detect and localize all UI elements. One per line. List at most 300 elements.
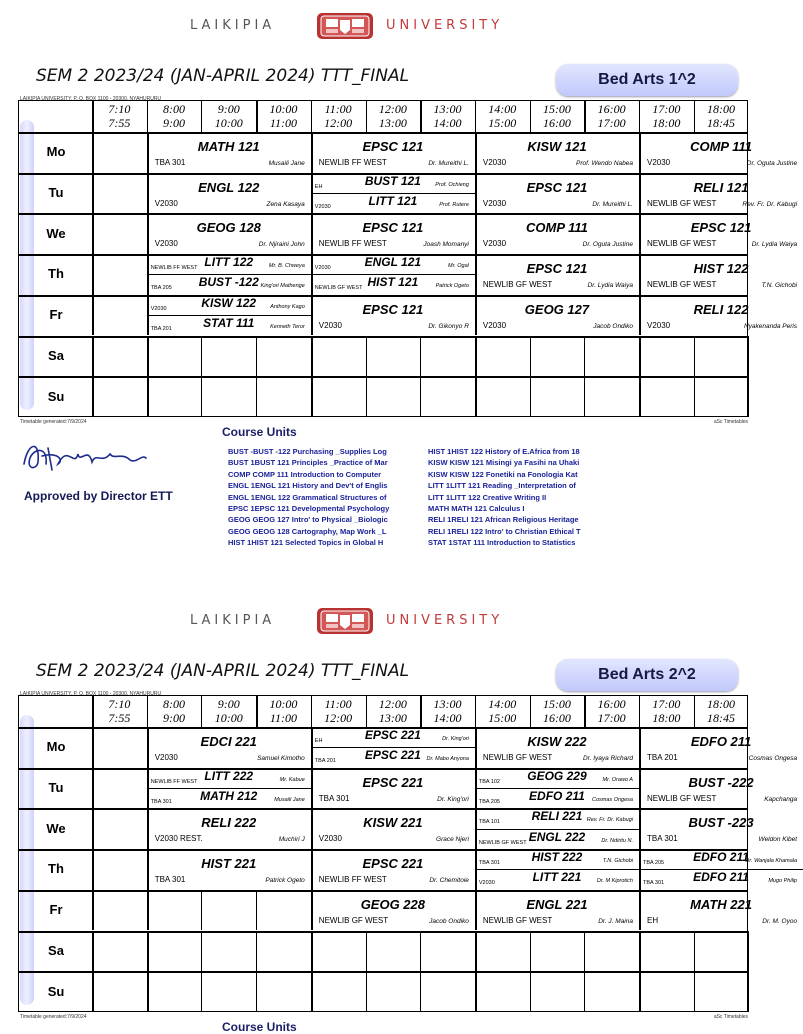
cell-divider [475,336,477,377]
cell-divider [420,376,421,417]
course-unit-line: ENGL 1ENGL 122 Grammatical Structures of [228,492,387,502]
lesson-cell [639,808,803,849]
lesson-title: GEOG 127 [524,301,590,317]
address-line: LAIKIPIA UNIVERSITY, P. O. BOX 1100 - 20300, NYAHURURU [20,96,162,102]
lesson-title: GEOG 228 [360,896,425,912]
period-end-time: 17:00 [597,116,626,130]
lesson-room: TBA 205 [150,285,172,292]
lesson-cell [311,890,475,931]
lesson-room: TBA 201 [150,326,172,333]
cell-divider [201,376,202,417]
period-end-time: 7:55 [108,711,131,725]
day-label-th: Th [48,861,64,877]
lesson-room: TBA 301 [154,158,186,167]
lesson-title: EPSC 121 [362,220,424,236]
lesson-cell [475,295,639,336]
lesson-lecturer: Prof. Ochieng [435,181,469,188]
software-note: aSc Timetables [713,418,748,425]
period-end-time: 18:45 [707,116,736,130]
cell-divider [256,971,257,1012]
cell-divider [639,336,641,377]
cell-divider [311,931,313,972]
lesson-title: HIST 121 [367,275,419,290]
lesson-cell [311,132,475,173]
lesson-cell [475,254,639,295]
lesson-cell [147,727,311,768]
period-end-time: 14:00 [433,711,462,725]
lesson-lecturer: Dr. Mureithi L. [428,160,469,167]
lesson-room: NEWLIB GF WEST [318,915,389,925]
lesson-title: EPSC 221 [362,856,424,872]
lesson-room: TBA 301 [150,799,172,806]
lesson-title: EPSC 121 [526,179,588,195]
lesson-room: EH [647,915,659,925]
course-unit-line: KISW KISW 121 Misingi ya Fasihi na Uhaki [428,458,580,468]
course-unit-line: EPSC 1EPSC 121 Developmental Psychology [228,503,390,513]
generated-note: Timetable generated:7/9/2024 [20,1013,87,1020]
cell-divider [530,376,531,417]
lesson-room: V2030 [482,158,507,167]
lesson-room: V2030 [647,320,671,330]
period-start-time: 10:00 [269,102,298,116]
lesson-room: V2030 [154,198,178,208]
course-unit-line: LITT 1LITT 121 Reading _Interpretation of [428,481,576,491]
lesson-room: TBA 301 [647,834,678,844]
lesson-cell [147,849,311,890]
lesson-cell [311,254,475,274]
period-start-time: 17:00 [652,102,681,116]
lesson-title: EPSC 121 [526,261,588,277]
period-end-time: 10:00 [214,116,243,130]
period-end-time: 16:00 [542,711,571,725]
lesson-title: COMP 111 [690,139,752,154]
lesson-room: V2030 [478,880,495,887]
cell-divider [92,132,94,173]
lesson-lecturer: Dr. King'ori [442,736,469,742]
lesson-cell [639,849,803,869]
cell-divider [694,971,695,1012]
lesson-room: NEWLIB GF WEST [647,793,717,803]
lesson-lecturer: Dr. J. Maina [598,917,633,925]
cell-divider [256,376,257,417]
lesson-cell [475,849,639,869]
lesson-cell [147,808,311,849]
lesson-cell [639,213,803,254]
grid-scroll-bar [20,120,34,410]
class-badge [556,64,738,96]
day-label-fr: Fr [49,902,63,918]
period-end-time: 15:00 [488,116,517,130]
lesson-cell [475,132,639,173]
cell-divider [92,931,94,972]
lesson-lecturer: Jacob Ondiko [593,322,633,330]
cell-divider [147,931,149,972]
lesson-lecturer: Prof. Rutere [439,202,469,209]
lesson-lecturer: Weldon Kibet [758,836,798,844]
lesson-title: KISW 221 [363,815,423,831]
lesson-lecturer: Dr. Gikonyo R [428,322,469,330]
cell-divider [366,931,367,972]
cell-divider [639,931,641,972]
lesson-lecturer: Samuel Kimotho [257,755,305,762]
class-name: Bed Arts 1^2 [598,71,696,88]
cell-divider [694,376,695,417]
generated-note: Timetable generated:7/9/2024 [20,418,87,425]
lesson-title: RELI 222 [201,815,257,831]
period-end-time: 11:00 [269,711,297,725]
course-unit-line: LITT 1LITT 122 Creative Writing II [428,492,547,502]
lesson-title: EPSC 221 [364,748,421,763]
approved-by-label: Approved by Director ETT [24,489,173,503]
lesson-lecturer: Dr. Lydia Waiya [751,241,798,249]
cell-divider [92,254,94,295]
lesson-title: BUST -222 [688,774,754,790]
day-label-tu: Tu [48,185,64,201]
lesson-title: GEOG 128 [196,220,261,236]
logo-text-right: UNIVERSITY [386,18,504,33]
lesson-cell [639,173,803,214]
university-crest-icon [316,607,374,635]
period-start-time: 15:00 [542,102,571,116]
lesson-cell [639,890,803,931]
lesson-room: V2030 [150,305,167,312]
class-badge [556,659,738,691]
logo-text-right: UNIVERSITY [386,613,504,628]
lesson-cell [639,295,803,336]
lesson-cell [311,173,475,193]
lesson-room: TBA 301 [478,860,500,867]
period-start-time: 18:00 [707,102,736,116]
cell-divider [475,931,477,972]
lesson-lecturer: Dr. Ndiritu N. [601,837,633,844]
lesson-cell [147,132,311,173]
period-end-time: 10:00 [214,711,243,725]
lesson-room: V2030 [318,320,342,330]
lesson-title: ENGL 221 [526,896,588,912]
lesson-room: V2030 [154,239,178,249]
cell-divider [420,336,421,377]
grid-scroll-bar [20,715,34,1005]
cell-divider [748,376,749,417]
lesson-cell [311,768,475,809]
lesson-lecturer: Muchiri J [278,836,305,844]
day-label-mo: Mo [46,739,66,755]
cell-divider [530,931,531,972]
lesson-lecturer: Kenneth Teror [270,324,305,331]
lesson-lecturer: Rev. Fr. Dr. Kabugi [586,817,633,824]
lesson-room: V2030 [482,320,507,330]
lesson-title: COMP 111 [525,220,588,236]
lesson-room: TBA 102 [478,778,500,785]
cell-divider [92,808,94,849]
lesson-cell [475,788,639,808]
lesson-lecturer: Cosmas Ongesa [592,797,633,804]
course-unit-line: GEOG GEOG 128 Cartography, Map Work _L [228,526,387,536]
lesson-title: EPSC 121 [362,139,424,154]
period-start-time: 9:00 [217,102,240,116]
lesson-cell [475,808,639,828]
timetable-section-2 [0,595,798,1034]
period-start-time: 8:00 [163,697,186,711]
day-label-we: We [46,820,66,836]
lesson-title: EDFO 211 [693,870,749,885]
lesson-title: LITT 222 [204,768,254,783]
lesson-room: NEWLIB GF WEST [314,285,363,292]
cell-divider [201,931,202,972]
lesson-lecturer: Joash Momanyi [423,241,469,249]
lesson-room: V2030 [314,265,331,272]
lesson-title: ENGL 122 [198,179,260,195]
lesson-room: V2030 [647,158,671,167]
cell-divider [201,336,202,377]
lesson-lecturer: Kapchanga [764,795,798,803]
period-end-time: 17:00 [597,711,626,725]
cell-divider [92,213,94,254]
lesson-lecturer: Dr. King'ori [437,795,469,803]
cell-divider [475,376,477,417]
lesson-title: KISW 122 [201,295,257,310]
day-label-th: Th [48,266,64,282]
lesson-lecturer: King'ori Mathenge [260,283,305,290]
lesson-title: HIST 222 [531,850,583,865]
lesson-lecturer: Dr. M Kiprotich [596,878,633,885]
lesson-cell [475,829,639,849]
lesson-title: EPSC 121 [690,220,752,236]
lesson-title: EPSC 221 [362,774,424,790]
course-units-title: Course Units [222,424,297,439]
period-start-time: 14:00 [488,697,517,711]
period-end-time: 15:00 [488,711,517,725]
lesson-title: RELI 122 [693,301,749,317]
cell-divider [639,971,641,1012]
cell-divider [420,931,421,972]
course-units-title: Course Units [222,1019,297,1034]
lesson-room: V2030 REST. [154,834,203,844]
day-label-tu: Tu [48,780,64,796]
cell-divider [475,971,477,1012]
cell-divider [311,376,313,417]
lesson-title: RELI 221 [531,809,583,824]
logo-text-left: LAIKIPIA [190,613,276,628]
period-end-time: 16:00 [542,116,571,130]
cell-divider [366,971,367,1012]
lesson-title: LITT 221 [532,870,582,885]
lesson-room: TBA 301 [154,875,186,885]
lesson-cell [311,849,475,890]
course-unit-line: STAT 1STAT 111 Introduction to Statistics [428,538,576,548]
day-label-sa: Sa [48,942,64,958]
lesson-cell [475,727,639,768]
period-start-time: 12:00 [378,102,407,116]
period-start-time: 8:00 [163,102,186,116]
cell-divider [92,849,94,890]
lesson-lecturer: Dr. Mabo Anyona [426,756,469,763]
lesson-cell [147,295,311,315]
cell-divider [147,376,149,417]
lesson-room: V2030 [482,198,507,208]
cell-divider [530,971,531,1012]
lesson-lecturer: T.N. Gichobi [602,858,633,865]
cell-divider [584,336,585,377]
lesson-cell [311,193,475,213]
period-start-time: 11:00 [324,697,352,711]
cell-divider [147,890,149,931]
period-start-time: 17:00 [652,697,681,711]
lesson-lecturer: Musaili Jane [274,797,305,804]
lesson-cell [147,274,311,294]
cell-divider [92,768,94,809]
lesson-cell [147,213,311,254]
course-unit-line: COMP COMP 111 Introduction to Computer [228,469,382,479]
day-label-su: Su [47,983,65,999]
lesson-cell [147,768,311,788]
lesson-lecturer: Zena Kasaya [266,200,305,208]
lesson-cell [475,173,639,214]
lesson-cell [639,768,803,809]
period-start-time: 7:10 [108,697,131,711]
lesson-room: NEWLIB GF WEST [478,839,527,846]
lesson-room: NEWLIB FF WEST [150,265,198,272]
lesson-room: V2030 [154,753,178,762]
period-end-time: 13:00 [378,711,407,725]
university-crest-icon [316,12,374,40]
lesson-title: EDCI 221 [200,734,257,749]
course-unit-line: KISW KISW 122 Fonetiki na Fonologia Kat [428,469,578,479]
lesson-lecturer: Cosmas Ongesa [748,755,798,762]
cell-divider [366,336,367,377]
lesson-lecturer: Mr. B. Chweya [268,263,305,270]
lesson-cell [311,747,475,767]
lesson-title: KISW 222 [527,734,587,749]
period-end-time: 18:00 [652,711,681,725]
lesson-cell [475,890,639,931]
lesson-title: EDFO 211 [690,734,752,749]
lesson-room: TBA 301 [643,880,665,887]
period-start-time: 18:00 [707,697,736,711]
cell-divider [92,890,94,931]
lesson-cell [311,213,475,254]
lesson-lecturer: Dr. M. Oyoo [762,917,798,925]
lesson-cell [475,768,639,788]
period-start-time: 16:00 [597,697,626,711]
lesson-title: EDFO 211 [693,850,749,865]
cell-divider [92,173,94,214]
director-signature-image [18,434,148,478]
lesson-title: EDFO 211 [529,789,585,804]
course-unit-line: MATH MATH 121 Calculus I [428,503,525,513]
lesson-room: NEWLIB GF WEST [647,198,717,208]
lesson-lecturer: Jacob Ondiko [429,917,469,925]
period-end-time: 11:00 [269,116,297,130]
course-unit-line: BUST 1BUST 121 Principles _Practice of Mar [228,458,388,468]
cell-divider [420,971,421,1012]
period-start-time: 15:00 [542,697,571,711]
cell-divider [92,295,94,336]
lesson-title: LITT 121 [368,194,418,209]
lesson-title: MATH 221 [690,896,752,912]
lesson-title: STAT 111 [203,316,255,331]
lesson-title: HIST 122 [693,261,749,277]
lesson-room: NEWLIB GF WEST [482,753,553,762]
period-end-time: 9:00 [163,116,186,130]
lesson-lecturer: Dr. Mureithi L. [592,200,633,208]
period-end-time: 12:00 [324,711,353,725]
cell-divider [92,376,94,417]
lesson-room: TBA 301 [318,793,350,803]
cell-divider [201,890,202,931]
cell-divider [748,971,749,1012]
lesson-cell [475,869,639,889]
lesson-cell [311,274,475,294]
period-start-time: 12:00 [378,697,407,711]
period-start-time: 7:10 [108,102,131,116]
cell-divider [92,727,94,768]
cell-divider [311,336,313,377]
class-name: Bed Arts 2^2 [598,666,696,683]
period-start-time: 16:00 [597,102,626,116]
lesson-lecturer: Dr. Oguta Justine [746,160,798,167]
cell-divider [92,971,94,1012]
course-unit-line: HIST 1HIST 121 Selected Topics in Global H [228,538,384,548]
cell-divider [694,336,695,377]
lesson-lecturer: Mr. Orawo A [602,776,633,783]
lesson-cell [639,254,803,295]
period-end-time: 7:55 [108,116,131,130]
lesson-room: NEWLIB FF WEST [318,158,387,167]
lesson-title: HIST 221 [201,856,257,872]
lesson-room: TBA 201 [314,758,336,765]
course-unit-line: RELI 1RELI 122 Intro' to Christian Ethical T [428,526,581,536]
day-label-su: Su [47,388,65,404]
lesson-lecturer: Dr. Oguta Justine [582,241,633,249]
period-end-time: 18:00 [652,116,681,130]
period-end-time: 12:00 [324,116,353,130]
cell-divider [92,336,94,377]
lesson-lecturer: Dr. Lydia Waiya [587,282,633,290]
lesson-title: BUST 121 [364,173,421,188]
cell-divider [256,890,257,931]
cell-divider [147,336,149,377]
lesson-lecturer: Dr. Iyaya Richard [583,755,633,762]
lesson-room: NEWLIB FF WEST [318,875,387,885]
lesson-room: V2030 [318,834,342,844]
cell-divider [584,931,585,972]
period-end-time: 13:00 [378,116,407,130]
lesson-title: GEOG 229 [527,768,587,783]
cell-divider [201,971,202,1012]
lesson-cell [639,727,803,768]
lesson-lecturer: Grace Njeri [436,836,469,844]
cell-divider [748,931,749,972]
period-end-time: 18:45 [707,711,736,725]
lesson-room: V2030 [314,204,331,211]
lesson-title: BUST -223 [688,815,754,831]
lesson-lecturer: Anthony Kago [270,303,305,310]
lesson-cell [147,315,311,335]
period-start-time: 14:00 [488,102,517,116]
cell-divider [147,971,149,1012]
lesson-title: EPSC 121 [362,301,424,317]
lesson-lecturer: Prof. Wendo Nabea [576,160,633,167]
semester-title: SEM 2 2023/24 (JAN-APRIL 2024) TTT_FINAL [36,66,410,86]
lesson-lecturer: Rev. Fr. Dr. Kabugi [742,200,798,208]
logo-text-left: LAIKIPIA [190,18,276,33]
lesson-cell [311,727,475,747]
lesson-title: BUST -122 [198,275,259,290]
period-start-time: 11:00 [324,102,352,116]
lesson-title: EPSC 221 [364,728,421,742]
lesson-room: V2030 [482,239,507,249]
